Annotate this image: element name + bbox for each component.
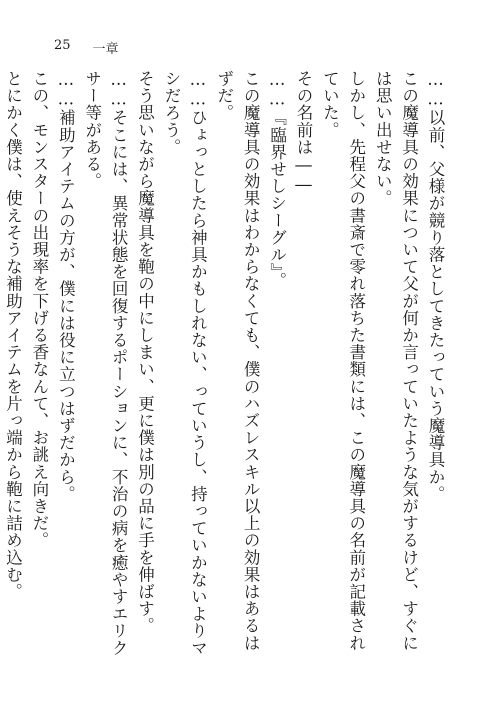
text-line: ……補助アイテムの方が、僕には役に立つはずだから。 <box>56 70 76 503</box>
text-line: その名前は―― <box>293 70 313 195</box>
text-line: この魔導具の効果はわからなくても、僕のハズレスキル以上の効果はあるはずだ。 <box>214 70 261 652</box>
text-line: ……以前、父様が競り落としてきたっていう魔導具か。 <box>426 70 445 503</box>
page-number: 25 <box>54 38 71 53</box>
text-line: ……『臨界せしシーグル』。 <box>267 70 287 290</box>
text-line: ……ひょっとしたら神具かもしれない、っていうし、持っていかないよりマシだろう。 <box>161 70 208 657</box>
page-header <box>54 38 119 57</box>
text-line: しかし、先程父の書斎で零れ落ちた書類には、この魔導具の名前が記載されていた。 <box>320 70 366 652</box>
text-line: ……そこには、異常状態を回復するポーションに、不治の病を癒やすエリクサー等がある。 <box>82 70 129 657</box>
text-line: そう思いながら魔導具を鞄の中にしまい、更に僕は別の品に手を伸ばす。 <box>135 70 155 635</box>
novel-text-body <box>3 70 448 660</box>
text-line: この魔導具の効果について父が何か言っていたような気がするけど、すぐには思い出せない。 <box>373 70 419 652</box>
text-line: この、モンスターの出現率を下げる香なんて、お誂え向きだ。 <box>29 70 49 549</box>
chapter-title: 一章 <box>92 42 119 57</box>
text-line: とにかく僕は、使えそうな補助アイテムを片っ端から鞄に詰め込む。 <box>3 70 23 601</box>
